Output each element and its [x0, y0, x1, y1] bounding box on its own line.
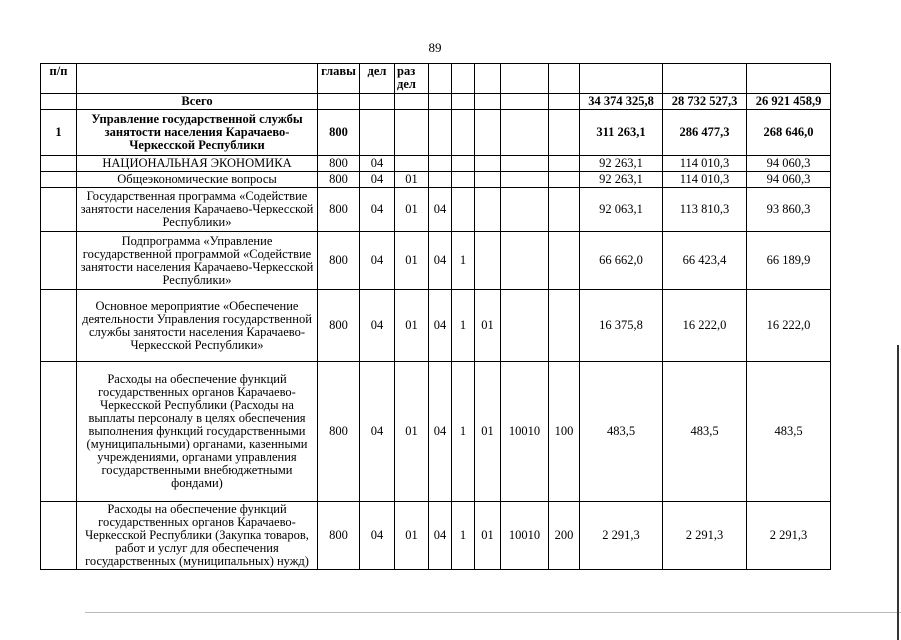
row-activity — [475, 110, 501, 156]
row-direction — [501, 110, 549, 156]
row-section: 04 — [360, 290, 395, 362]
table-row — [41, 188, 831, 232]
row-value-1: 16 375,8 — [580, 290, 663, 362]
total-empty — [318, 94, 360, 110]
total-empty — [549, 94, 580, 110]
row-subsection — [395, 156, 429, 172]
row-subprogram — [452, 188, 475, 232]
row-expense-type — [549, 110, 580, 156]
row-name: Подпрограмма «Управление государственной программой «Содействие занятости населения Карачаево-Черкесской Республики» — [77, 232, 318, 290]
row-section: 04 — [360, 502, 395, 570]
row-section: 04 — [360, 172, 395, 188]
page-edge — [897, 345, 899, 640]
row-value-2: 16 222,0 — [663, 290, 747, 362]
row-expense-type — [549, 172, 580, 188]
row-subprogram: 1 — [452, 362, 475, 502]
row-activity: 01 — [475, 502, 501, 570]
row-expense-type — [549, 188, 580, 232]
row-value-2: 114 010,3 — [663, 156, 747, 172]
row-activity — [475, 172, 501, 188]
row-program — [429, 156, 452, 172]
row-num — [41, 156, 77, 172]
total-empty — [41, 94, 77, 110]
header-cell — [501, 64, 549, 94]
row-name: Управление государственной службы занятости населения Карачаево-Черкесской Республики — [77, 110, 318, 156]
row-chapter: 800 — [318, 110, 360, 156]
row-program: 04 — [429, 290, 452, 362]
total-empty — [429, 94, 452, 110]
row-value-3: 93 860,3 — [747, 188, 831, 232]
row-subsection: 01 — [395, 172, 429, 188]
row-expense-type — [549, 156, 580, 172]
row-subsection: 01 — [395, 188, 429, 232]
row-value-3: 94 060,3 — [747, 172, 831, 188]
row-value-2: 286 477,3 — [663, 110, 747, 156]
row-value-3: 268 646,0 — [747, 110, 831, 156]
row-chapter: 800 — [318, 502, 360, 570]
row-name: НАЦИОНАЛЬНАЯ ЭКОНОМИКА — [77, 156, 318, 172]
row-chapter: 800 — [318, 156, 360, 172]
row-expense-type — [549, 290, 580, 362]
row-value-3: 16 222,0 — [747, 290, 831, 362]
page-number: 89 — [428, 40, 442, 55]
header-cell — [429, 64, 452, 94]
row-program: 04 — [429, 188, 452, 232]
row-direction: 10010 — [501, 502, 549, 570]
table-row — [41, 172, 831, 188]
header-section: дел — [360, 64, 395, 94]
row-num — [41, 362, 77, 502]
row-value-3: 483,5 — [747, 362, 831, 502]
row-direction — [501, 156, 549, 172]
row-chapter: 800 — [318, 290, 360, 362]
row-program — [429, 110, 452, 156]
row-subprogram — [452, 172, 475, 188]
header-chapter: главы — [318, 64, 360, 94]
row-expense-type: 100 — [549, 362, 580, 502]
row-chapter: 800 — [318, 362, 360, 502]
total-empty — [501, 94, 549, 110]
row-expense-type: 200 — [549, 502, 580, 570]
header-num: п/п — [41, 64, 77, 94]
row-section: 04 — [360, 156, 395, 172]
row-num — [41, 172, 77, 188]
row-value-2: 114 010,3 — [663, 172, 747, 188]
row-activity: 01 — [475, 362, 501, 502]
row-activity — [475, 188, 501, 232]
row-subsection: 01 — [395, 362, 429, 502]
row-value-3: 94 060,3 — [747, 156, 831, 172]
row-num — [41, 290, 77, 362]
row-direction — [501, 232, 549, 290]
row-subsection: 01 — [395, 290, 429, 362]
row-section — [360, 110, 395, 156]
total-empty — [475, 94, 501, 110]
row-value-1: 92 263,1 — [580, 156, 663, 172]
row-num — [41, 188, 77, 232]
row-subsection: 01 — [395, 502, 429, 570]
row-subprogram — [452, 110, 475, 156]
row-subsection — [395, 110, 429, 156]
budget-table — [40, 63, 831, 570]
row-value-2: 66 423,4 — [663, 232, 747, 290]
row-subprogram: 1 — [452, 502, 475, 570]
total-empty — [452, 94, 475, 110]
total-value-1: 34 374 325,8 — [580, 94, 663, 110]
table-row — [41, 232, 831, 290]
row-chapter: 800 — [318, 172, 360, 188]
row-name: Расходы на обеспечение функций государственных органов Карачаево-Черкесской Республики (Закупка товаров, работ и услуг для обеспечения государственных (муниципальных) нужд) — [77, 502, 318, 570]
row-subprogram — [452, 156, 475, 172]
row-value-1: 2 291,3 — [580, 502, 663, 570]
row-value-1: 483,5 — [580, 362, 663, 502]
row-direction: 10010 — [501, 362, 549, 502]
row-value-1: 311 263,1 — [580, 110, 663, 156]
header-name — [77, 64, 318, 94]
row-value-3: 66 189,9 — [747, 232, 831, 290]
row-program: 04 — [429, 232, 452, 290]
total-empty — [395, 94, 429, 110]
header-cell — [549, 64, 580, 94]
row-subprogram: 1 — [452, 290, 475, 362]
row-value-1: 66 662,0 — [580, 232, 663, 290]
header-cell — [663, 64, 747, 94]
row-name: Государственная программа «Содействие занятости населения Карачаево-Черкесской Республики» — [77, 188, 318, 232]
row-value-2: 2 291,3 — [663, 502, 747, 570]
row-name: Основное мероприятие «Обеспечение деятельности Управления государственной службы занятости населения Карачаево-Черкесской Республики» — [77, 290, 318, 362]
row-expense-type — [549, 232, 580, 290]
header-cell — [580, 64, 663, 94]
row-name: Расходы на обеспечение функций государственных органов Карачаево-Черкесской Республики (Расходы на выплаты персоналу в целях обеспечения выполнения функций государственными (муниципальными) органами, казенными учреждениями, органами управления государственными внебюджетными фондами) — [77, 362, 318, 502]
row-direction — [501, 172, 549, 188]
row-program — [429, 172, 452, 188]
row-subsection: 01 — [395, 232, 429, 290]
row-num — [41, 502, 77, 570]
row-activity — [475, 156, 501, 172]
row-activity: 01 — [475, 290, 501, 362]
row-direction — [501, 188, 549, 232]
row-activity — [475, 232, 501, 290]
total-empty — [360, 94, 395, 110]
row-chapter: 800 — [318, 188, 360, 232]
table-row — [41, 156, 831, 172]
table-row — [41, 110, 831, 156]
row-num — [41, 232, 77, 290]
row-program: 04 — [429, 362, 452, 502]
row-subprogram: 1 — [452, 232, 475, 290]
header-subsection: раз дел — [395, 64, 429, 94]
row-value-2: 483,5 — [663, 362, 747, 502]
row-chapter: 800 — [318, 232, 360, 290]
row-value-2: 113 810,3 — [663, 188, 747, 232]
row-section: 04 — [360, 188, 395, 232]
bottom-divider — [85, 612, 901, 613]
row-section: 04 — [360, 232, 395, 290]
header-cell — [747, 64, 831, 94]
row-num: 1 — [41, 110, 77, 156]
table-row — [41, 362, 831, 502]
header-cell — [452, 64, 475, 94]
row-value-1: 92 263,1 — [580, 172, 663, 188]
row-section: 04 — [360, 362, 395, 502]
total-label: Всего — [77, 94, 318, 110]
total-row — [41, 94, 831, 110]
row-program: 04 — [429, 502, 452, 570]
row-name: Общеэкономические вопросы — [77, 172, 318, 188]
table-row — [41, 290, 831, 362]
header-row — [41, 64, 831, 94]
total-value-3: 26 921 458,9 — [747, 94, 831, 110]
row-direction — [501, 290, 549, 362]
table-row — [41, 502, 831, 570]
header-cell — [475, 64, 501, 94]
row-value-3: 2 291,3 — [747, 502, 831, 570]
row-value-1: 92 063,1 — [580, 188, 663, 232]
total-value-2: 28 732 527,3 — [663, 94, 747, 110]
